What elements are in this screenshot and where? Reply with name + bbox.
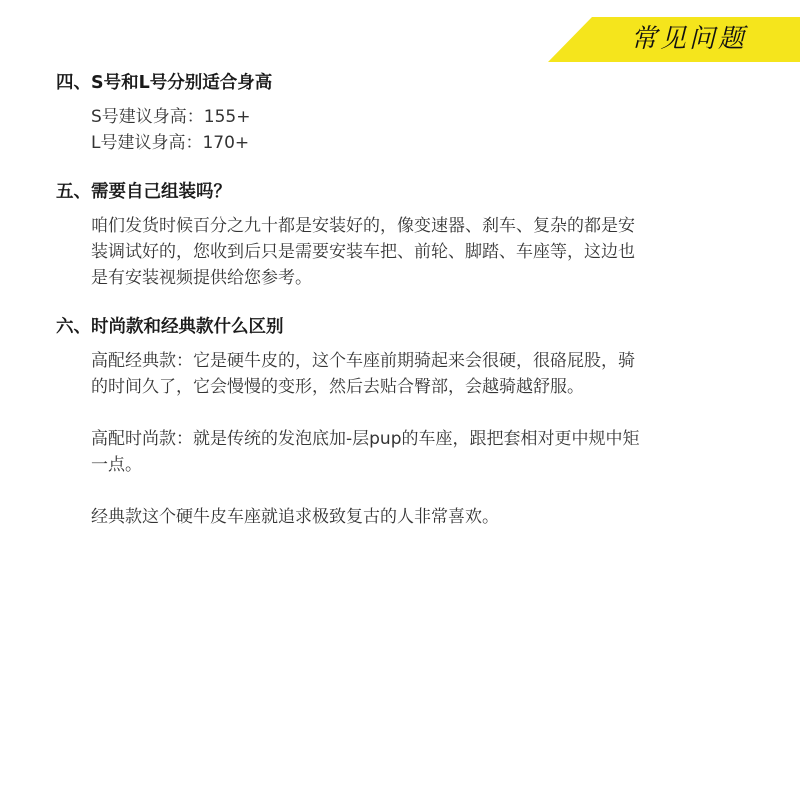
text-line: 经典款这个硬牛皮车座就追求极致复古的人非常喜欢。 <box>91 507 499 527</box>
faq-section-assembly <box>56 177 756 291</box>
paragraph <box>91 348 756 400</box>
text-line: 咱们发货时候百分之九十都是安装好的，像变速器、刹车、复杂的都是安 <box>91 216 635 236</box>
text-line: 装调试好的，您收到后只是需要安装车把、前轮、脚踏、车座等，这边也 <box>91 242 635 262</box>
faq-section-styles <box>56 312 756 530</box>
text-line: 高配时尚款：就是传统的发泡底加-层pup的车座，跟把套相对更中规中矩 <box>91 429 640 449</box>
paragraph <box>91 426 756 478</box>
text-line: L号建议身高：170+ <box>91 133 250 153</box>
section-title: 四、S号和L号分别适合身高 <box>56 73 273 93</box>
section-body <box>56 348 756 530</box>
text-line: S号建议身高：155+ <box>91 107 251 127</box>
faq-section-size <box>56 68 756 156</box>
section-title: 六、时尚款和经典款什么区别 <box>56 317 284 337</box>
text-line: 的时间久了，它会慢慢的变形，然后去贴合臀部，会越骑越舒服。 <box>91 377 584 397</box>
text-line: 一点。 <box>91 455 142 475</box>
section-body <box>56 213 756 291</box>
section-title: 五、需要自己组装吗？ <box>56 182 231 202</box>
paragraph <box>91 504 756 530</box>
section-body <box>56 104 756 156</box>
faq-banner-label: 常见问题 <box>630 24 747 54</box>
text-line: 是有安装视频提供给您参考。 <box>91 268 312 288</box>
paragraph <box>91 213 756 291</box>
faq-content <box>56 68 756 551</box>
text-line: 高配经典款：它是硬牛皮的，这个车座前期骑起来会很硬，很硌屁股，骑 <box>91 351 635 371</box>
paragraph <box>91 104 756 156</box>
